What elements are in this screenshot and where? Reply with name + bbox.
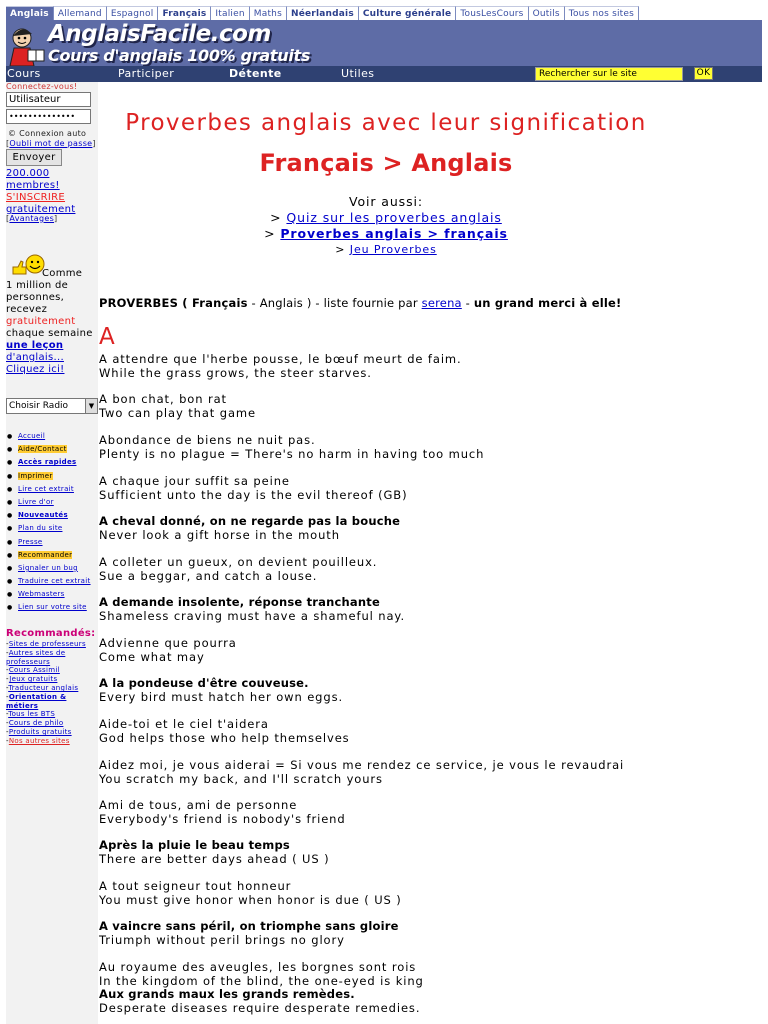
proverb-french: Au royaume des aveugles, les borgnes sont rois — [99, 960, 417, 974]
quiz-proverbs-link[interactable]: Quiz sur les proverbes anglais — [286, 210, 502, 225]
main-nav — [6, 66, 762, 82]
proverb-french: A cheval donné, on ne regarde pas la bouche — [99, 514, 401, 528]
auto-login-label: Connexion auto — [19, 129, 87, 138]
proverb-french: A colleter un gueux, on devient pouilleux. — [99, 555, 378, 569]
advantages: [Avantages] — [6, 214, 58, 223]
sidebar-link-11[interactable]: Traduire cet extrait — [18, 577, 91, 586]
tab-3[interactable]: Français — [158, 6, 211, 20]
promo-line-3: personnes, — [6, 292, 65, 303]
sidebar-item — [6, 470, 98, 483]
tab-0[interactable]: Anglais — [6, 6, 54, 20]
promo-line-1: Comme — [42, 268, 83, 279]
sidebar-item — [6, 443, 98, 456]
sidebar-link-9[interactable]: Recommander — [18, 550, 73, 559]
site-banner — [6, 20, 762, 66]
proverb-english: Plenty is no plague = There's no harm in having too much — [99, 447, 485, 461]
sidebar-link-2[interactable]: Accès rapides — [18, 458, 77, 467]
proverb-entry — [99, 636, 237, 664]
intro-thanks: un grand merci à elle! — [473, 296, 622, 310]
proverb-french: Aux grands maux les grands remèdes. — [99, 987, 355, 1001]
sidebar-link-5[interactable]: Livre d'or — [18, 497, 54, 506]
proverb-french: Advienne que pourra — [99, 636, 237, 650]
promo-free: gratuitement — [6, 316, 76, 327]
section-letter: A — [99, 324, 116, 350]
site-search-input[interactable]: Rechercher sur le site — [535, 67, 683, 81]
password-input[interactable]: •••••••••••••• — [6, 109, 91, 124]
recommended-link-7[interactable]: Cours de philo — [8, 719, 64, 728]
proverb-english: In the kingdom of the blind, the one-eyed is king — [99, 974, 424, 988]
connect-label: Connectez-vous! — [6, 82, 78, 91]
proverb-english: You scratch my back, and I'll scratch yours — [99, 772, 383, 786]
username-input[interactable]: Utilisateur — [6, 92, 91, 107]
page-title: Proverbes anglais avec leur signification — [125, 110, 647, 136]
proverb-entry — [99, 879, 402, 907]
proverb-french: A vaincre sans péril, on triomphe sans gloire — [99, 919, 399, 933]
tab-10[interactable]: Tous nos sites — [565, 6, 639, 20]
proverb-english: There are better days ahead ( US ) — [99, 852, 330, 866]
proverb-english: Sufficient unto the day is the evil thereof (GB) — [99, 488, 408, 502]
sidebar-item — [6, 509, 98, 522]
search-ok-button[interactable]: OK — [694, 67, 713, 80]
proverb-english: Sue a beggar, and catch a louse. — [99, 569, 318, 583]
recommended-item: -Orientation & métiers — [6, 692, 67, 710]
sidebar-item — [6, 575, 98, 588]
sidebar-item — [6, 536, 98, 549]
proverb-french: Aide-toi et le ciel t'aidera — [99, 717, 269, 731]
proverb-entry — [99, 514, 400, 542]
nav-utiles[interactable]: Utiles — [341, 67, 375, 80]
proverb-english: Desperate diseases require desperate remedies. — [99, 1001, 421, 1015]
register-block[interactable] — [6, 192, 75, 216]
recommended-item: -Tous les BTS — [6, 710, 56, 719]
recommended-link-3[interactable]: Jeux gratuits — [9, 675, 58, 684]
tab-8[interactable]: TousLesCours — [456, 6, 528, 20]
promo-line-2: 1 million de — [6, 280, 69, 291]
proverb-english: Never look a gift horse in the mouth — [99, 528, 340, 542]
proverb-english: Two can play that game — [99, 406, 256, 420]
members-link-2[interactable]: membres! — [6, 180, 60, 191]
sidebar-links — [6, 430, 98, 615]
nav-participer[interactable]: Participer — [118, 67, 175, 80]
radio-select-value: Choisir Radio — [9, 401, 69, 411]
proverb-french: A la pondeuse d'être couveuse. — [99, 676, 309, 690]
recommended-link-9[interactable]: Nos autres sites — [8, 736, 70, 745]
proverbs-game-link[interactable]: Jeu Proverbes — [349, 243, 437, 256]
proverb-english: Every bird must hatch her own eggs. — [99, 690, 344, 704]
mascot-logo-icon — [8, 24, 48, 66]
proverb-english: God helps those who help themselves — [99, 731, 350, 745]
recommended-item: -Sites de professeurs — [6, 640, 86, 648]
top-tabs — [6, 6, 639, 20]
intro-french: Français — [191, 296, 248, 310]
forgot-password-link[interactable]: Oubli mot de passe — [9, 139, 93, 148]
proverb-entry — [99, 838, 330, 866]
recommended-link-6[interactable]: Tous les BTS — [8, 710, 56, 719]
promo-lesson-link[interactable]: une leçon — [6, 340, 64, 351]
nav-cours[interactable]: Cours — [7, 67, 41, 80]
newsletter-promo — [6, 268, 98, 376]
tab-5[interactable]: Maths — [250, 6, 287, 20]
recommended-links — [6, 640, 98, 746]
sidebar-item — [6, 496, 98, 509]
proverb-french: Ami de tous, ami de personne — [99, 798, 298, 812]
recommended-title: Recommandés: — [6, 628, 96, 639]
site-tagline: Cours d'anglais 100% gratuits — [48, 46, 311, 65]
see-also-label: Voir aussi: — [348, 194, 423, 209]
proverb-french: A bon chat, bon rat — [99, 392, 227, 406]
sidebar-link-6[interactable]: Nouveautés — [18, 511, 68, 520]
promo-line-5: chaque semaine — [6, 328, 93, 339]
sidebar-link-1[interactable]: Aide/Contact — [18, 445, 67, 454]
proverb-french: A chaque jour suffit sa peine — [99, 474, 290, 488]
proverb-french: A tout seigneur tout honneur — [99, 879, 292, 893]
proverb-entry — [99, 555, 377, 583]
intro-part-3: - Anglais ) - liste fournie par — [247, 296, 422, 310]
recommended-link-8[interactable]: Produits gratuits — [8, 727, 72, 736]
sidebar-item — [6, 549, 98, 562]
proverb-entry — [99, 987, 420, 1015]
proverb-entry — [99, 717, 350, 745]
list-intro — [99, 296, 621, 310]
proverb-entry — [99, 960, 424, 988]
site-logo-text[interactable]: AnglaisFacile.com — [48, 21, 271, 47]
sidebar-link-4[interactable]: Lire cet extrait — [18, 484, 74, 493]
tab-6[interactable]: Néerlandais — [287, 6, 359, 20]
sidebar-item — [6, 430, 98, 443]
recommended-item: -Traducteur anglais — [6, 683, 79, 692]
proverb-english: You must give honor when honor is due ( US ) — [99, 893, 402, 907]
sidebar-item — [6, 456, 98, 469]
forgot-password: [Oubli mot de passe] — [6, 139, 96, 148]
register-free-link[interactable]: gratuitement — [6, 204, 76, 215]
proverb-entry — [99, 798, 346, 826]
send-button[interactable]: Envoyer — [6, 149, 62, 166]
proverb-english: While the grass grows, the steer starves. — [99, 366, 372, 380]
intro-part-4: - — [461, 296, 474, 310]
proverb-english: Everybody's friend is nobody's friend — [99, 812, 346, 826]
sidebar-item — [6, 483, 98, 496]
proverb-french: Abondance de biens ne nuit pas. — [99, 433, 316, 447]
page-subtitle: Français > Anglais — [259, 149, 513, 177]
proverb-french: Après la pluie le beau temps — [99, 838, 290, 852]
recommended-item: -Autres sites de professeurs — [6, 648, 66, 666]
recommended-item: -Cours de philo — [6, 719, 64, 728]
promo-lesson-link-2[interactable]: d'anglais... — [6, 352, 64, 363]
sidebar-link-13[interactable]: Lien sur votre site — [18, 603, 87, 612]
tab-4[interactable]: Italien — [211, 6, 249, 20]
proverb-french: Aidez moi, je vous aiderai = Si vous me rendez ce service, je vous le revaudrai — [99, 758, 625, 772]
recommended-link-0[interactable]: Sites de professeurs — [8, 640, 86, 648]
nav-detente[interactable]: Détente — [229, 67, 282, 80]
auto-login-checkbox-icon[interactable]: © — [8, 129, 17, 138]
auto-login[interactable] — [8, 129, 86, 138]
author-link[interactable]: serena — [421, 296, 462, 310]
proverb-entry — [99, 474, 407, 502]
proverb-entry — [99, 352, 462, 380]
proverb-french: A demande insolente, réponse tranchante — [99, 595, 380, 609]
proverb-entry — [99, 392, 256, 420]
proverbs-en-fr-link[interactable]: Proverbes anglais > français — [280, 226, 508, 241]
recommended-link-5[interactable]: Orientation & métiers — [6, 692, 67, 710]
recommended-link-1[interactable]: Autres sites de professeurs — [6, 648, 66, 666]
recommended-item: -Produits gratuits — [6, 727, 72, 736]
recommended-item: -Jeux gratuits — [6, 675, 58, 684]
tab-7[interactable]: Culture générale — [359, 6, 456, 20]
radio-select[interactable] — [6, 398, 98, 414]
promo-click-link[interactable]: Cliquez ici! — [6, 364, 65, 375]
see-also-block: Voir aussi: > Quiz sur les proverbes anglais > Proverbes anglais > français > Jeu Proverbes — [99, 194, 673, 258]
sidebar-link-12[interactable]: Webmasters — [18, 590, 65, 599]
sidebar-link-7[interactable]: Plan du site — [18, 524, 63, 533]
recommended-link-4[interactable]: Traducteur anglais — [8, 683, 79, 692]
tab-1[interactable]: Allemand — [54, 6, 107, 20]
sidebar-item — [6, 588, 98, 601]
sidebar-item — [6, 562, 98, 575]
tab-9[interactable]: Outils — [529, 6, 565, 20]
sidebar-link-3[interactable]: Imprimer — [18, 471, 53, 480]
members-link-1[interactable]: 200.000 — [6, 168, 50, 179]
proverb-entry — [99, 919, 399, 947]
register-link[interactable]: S'INSCRIRE — [6, 192, 66, 203]
recommended-item: -Cours Assimil — [6, 666, 60, 675]
sidebar-link-10[interactable]: Signaler un bug — [18, 563, 78, 572]
advantages-link[interactable]: Avantages — [9, 214, 55, 223]
recommended-link-2[interactable]: Cours Assimil — [8, 666, 60, 675]
left-sidebar — [6, 82, 98, 1024]
sidebar-link-8[interactable]: Presse — [18, 537, 43, 546]
proverb-entry — [99, 758, 624, 786]
chevron-down-icon[interactable]: ▼ — [85, 399, 97, 413]
sidebar-link-0[interactable]: Accueil — [18, 432, 46, 440]
proverb-entry — [99, 676, 343, 704]
promo-line-4: recevez — [6, 304, 48, 315]
proverb-french: A attendre que l'herbe pousse, le bœuf meurt de faim. — [99, 352, 462, 366]
tab-2[interactable]: Espagnol — [107, 6, 159, 20]
proverb-entry — [99, 433, 484, 461]
sidebar-item — [6, 522, 98, 535]
recommended-item: -Nos autres sites — [6, 736, 70, 745]
intro-part-1: PROVERBES ( — [99, 296, 192, 310]
members-count[interactable] — [6, 168, 60, 192]
proverb-english: Come what may — [99, 650, 205, 664]
proverb-english: Triumph without peril brings no glory — [99, 933, 345, 947]
sidebar-item — [6, 601, 98, 614]
proverb-english: Shameless craving must have a shameful nay. — [99, 609, 406, 623]
proverb-entry — [99, 595, 405, 623]
